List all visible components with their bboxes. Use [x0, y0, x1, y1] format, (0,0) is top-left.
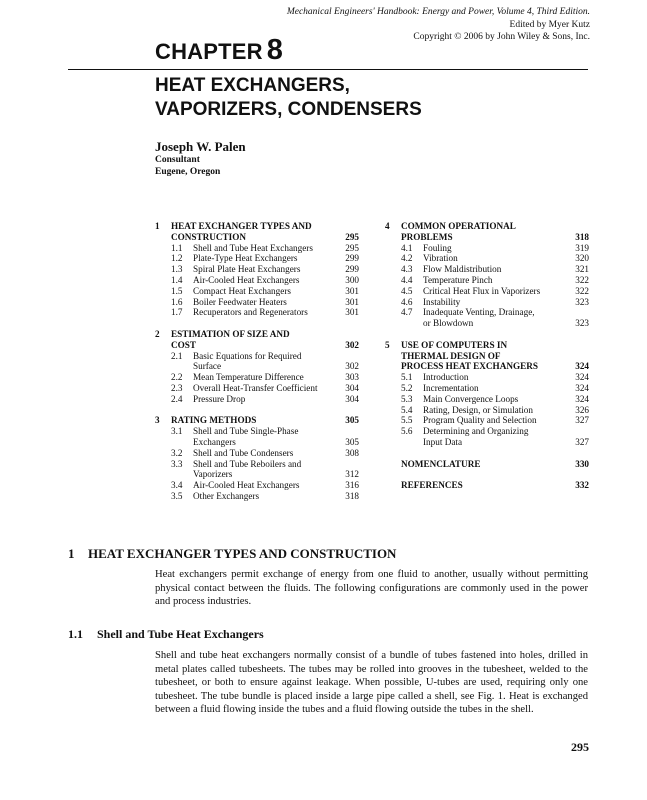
- toc-subsection-number: 3.4: [171, 480, 183, 491]
- section-1-number: 1: [68, 546, 75, 561]
- toc-subsection-number: 1.4: [171, 274, 183, 285]
- toc-subsection-entry: [155, 275, 359, 286]
- toc-subsection-number: 4.4: [401, 274, 413, 285]
- toc-subsection-number: 3.2: [171, 447, 183, 458]
- author-name: Joseph W. Palen: [155, 139, 246, 154]
- toc-subsection-entry: [385, 275, 589, 286]
- toc-subsection-title: Shell and Tube Condensers: [193, 447, 294, 458]
- toc-subsection-number: 5.3: [401, 393, 413, 404]
- toc-subsection-entry: [155, 459, 359, 481]
- toc-subsection-entry: [385, 394, 589, 405]
- toc-subsection-number: 4.2: [401, 253, 413, 264]
- toc-subsection-title: Shell and Tube Single-Phase: [193, 426, 299, 437]
- chapter-title-line-2: VAPORIZERS, CONDENSERS: [155, 99, 422, 120]
- toc-subsection-entry: [155, 307, 359, 318]
- toc-page-number: 299: [345, 253, 359, 264]
- section-1-title: HEAT EXCHANGER TYPES AND CONSTRUCTION: [88, 546, 397, 561]
- toc-subsection-title: Compact Heat Exchangers: [193, 285, 291, 296]
- toc-subsection-entry: [385, 405, 589, 416]
- toc-subsection-title: Surface: [193, 361, 222, 372]
- page-number: 295: [571, 740, 589, 754]
- toc-page-number: 321: [575, 264, 589, 275]
- toc-subsection-title: Air-Cooled Heat Exchangers: [193, 274, 300, 285]
- toc-page-number: 324: [575, 361, 589, 372]
- toc-page-number: 295: [345, 242, 359, 253]
- toc-subsection-title: Inadequate Venting, Drainage,: [423, 307, 535, 318]
- toc-section-title: NOMENCLATURE: [401, 458, 481, 469]
- toc-subsection-title: Temperature Pinch: [423, 274, 493, 285]
- toc-subsection-number: 5.4: [401, 404, 413, 415]
- toc-right-column: [385, 221, 589, 491]
- toc-subsection-title: Boiler Feedwater Heaters: [193, 296, 287, 307]
- section-1-1-heading: [68, 627, 264, 642]
- section-1-1-paragraph: Shell and tube heat exchangers normally consist of a bundle of tubes fastened into holes, drilled in metal plates called tubesheets. The tubes may be rolled into grooves in the tubesheet, welded to the tubesheet, or both to ensure against leakage. When possible, U-tubes are used, requiring only one tubesheet. The tube bundle is placed inside a large pipe called a shell, see Fig. 1. Heat is exchanged between a fluid flowing inside the tubes and a fluid flowing outside the tubes in the shell.: [155, 650, 588, 716]
- toc-subsection-title: Shell and Tube Reboilers and: [193, 458, 302, 469]
- toc-page-number: 324: [575, 372, 589, 383]
- toc-subsection-number: 2.3: [171, 382, 183, 393]
- chapter-label: [155, 34, 283, 67]
- toc-subsection-title: Rating, Design, or Simulation: [423, 404, 533, 415]
- toc-subsection-entry: [385, 264, 589, 275]
- toc-subsection-number: 1.5: [171, 285, 183, 296]
- toc-page-number: 326: [575, 404, 589, 415]
- toc-page-number: 330: [575, 458, 589, 469]
- toc-subsection-number: 4.1: [401, 242, 413, 253]
- toc-subsection-entry: [385, 243, 589, 254]
- toc-subsection-title: or Blowdown: [423, 318, 474, 329]
- toc-page-number: 301: [345, 307, 359, 318]
- toc-subsection-entry: [385, 426, 589, 448]
- toc-subsection-entry: [155, 243, 359, 254]
- toc-page-number: 304: [345, 382, 359, 393]
- editor-line: Edited by Myer Kutz: [509, 19, 590, 30]
- toc-section-title: PROCESS HEAT EXCHANGERS: [401, 361, 538, 372]
- toc-subsection-number: 2.4: [171, 393, 183, 404]
- toc-subsection-entry: [155, 426, 359, 448]
- toc-subsection-number: 2.2: [171, 372, 183, 383]
- toc-section-entry: [385, 480, 589, 491]
- running-header: [287, 6, 590, 44]
- toc-subsection-entry: [155, 480, 359, 491]
- toc-subsection-title: Pressure Drop: [193, 393, 246, 404]
- toc-page-number: 332: [575, 480, 589, 491]
- section-1-1-title: Shell and Tube Heat Exchangers: [97, 627, 264, 641]
- toc-page-number: 302: [345, 339, 359, 350]
- toc-page-number: 305: [345, 415, 359, 426]
- toc-section-title: USE OF COMPUTERS IN: [401, 339, 508, 350]
- toc-page-number: 312: [345, 469, 359, 480]
- toc-page-number: 324: [575, 393, 589, 404]
- toc-page-number: 301: [345, 285, 359, 296]
- toc-gap: [385, 469, 589, 480]
- toc-page-number: 318: [575, 231, 589, 242]
- toc-subsection-title: Vaporizers: [193, 469, 233, 480]
- toc-subsection-number: 1.1: [171, 242, 183, 253]
- chapter-number: 8: [266, 34, 284, 66]
- toc-section-title: COST: [171, 339, 197, 350]
- toc-page-number: 322: [575, 274, 589, 285]
- chapter-title-line-1: HEAT EXCHANGERS,: [155, 75, 350, 96]
- toc-subsection-title: Incrementation: [423, 382, 479, 393]
- toc-page-number: 322: [575, 285, 589, 296]
- toc-section-title: PROBLEMS: [401, 231, 453, 242]
- toc-subsection-title: Mean Temperature Difference: [193, 372, 304, 383]
- toc-subsection-entry: [385, 286, 589, 297]
- toc-page-number: 316: [345, 480, 359, 491]
- toc-page-number: 295: [345, 231, 359, 242]
- toc-subsection-entry: [385, 253, 589, 264]
- toc-gap: [155, 405, 359, 416]
- toc-page-number: 327: [575, 436, 589, 447]
- book-citation: Mechanical Engineers' Handbook: Energy and Power, Volume 4, Third Edition.: [286, 7, 590, 17]
- toc-section-number: 2: [155, 328, 160, 339]
- toc-section-entry: [385, 459, 589, 470]
- toc-page-number: 324: [575, 382, 589, 393]
- toc-subsection-entry: [155, 394, 359, 405]
- toc-subsection-entry: [385, 372, 589, 383]
- toc-page-number: 323: [575, 296, 589, 307]
- toc-subsection-entry: [385, 307, 589, 329]
- toc-section-entry: [155, 415, 359, 426]
- toc-subsection-title: Program Quality and Selection: [423, 415, 537, 426]
- author-block: [155, 139, 246, 178]
- toc-subsection-title: Input Data: [423, 436, 463, 447]
- chapter-title: [155, 74, 422, 122]
- toc-gap: [385, 329, 589, 340]
- toc-subsection-entry: [155, 286, 359, 297]
- toc-subsection-number: 1.6: [171, 296, 183, 307]
- toc-subsection-entry: [155, 383, 359, 394]
- toc-section-number: 5: [385, 339, 390, 350]
- toc-section-title: CONSTRUCTION: [171, 231, 247, 242]
- toc-subsection-number: 4.6: [401, 296, 413, 307]
- toc-section-title: THERMAL DESIGN OF: [401, 350, 501, 361]
- toc-subsection-number: 4.3: [401, 264, 413, 275]
- toc-page-number: 299: [345, 264, 359, 275]
- toc-subsection-number: 4.5: [401, 285, 413, 296]
- toc-gap: [385, 448, 589, 459]
- toc-page-number: 308: [345, 447, 359, 458]
- toc-section-title: ESTIMATION OF SIZE AND: [171, 328, 290, 339]
- toc-subsection-entry: [155, 351, 359, 373]
- toc-subsection-title: Determining and Organizing: [423, 426, 529, 437]
- toc-subsection-title: Critical Heat Flux in Vaporizers: [423, 285, 541, 296]
- author-role: Consultant: [155, 155, 200, 165]
- toc-page-number: 303: [345, 372, 359, 383]
- toc-subsection-entry: [385, 383, 589, 394]
- toc-section-entry: [385, 340, 589, 372]
- toc-page-number: 300: [345, 274, 359, 285]
- toc-subsection-entry: [155, 253, 359, 264]
- toc-page-number: 318: [345, 490, 359, 501]
- toc-subsection-title: Overall Heat-Transfer Coefficient: [193, 382, 318, 393]
- toc-subsection-title: Other Exchangers: [193, 490, 260, 501]
- toc-page-number: 327: [575, 415, 589, 426]
- section-1-paragraph: Heat exchangers permit exchange of energy from one fluid to another, usually without permitting physical contact between the fluids. The following configurations are commonly used in the power and process industries.: [155, 569, 588, 608]
- toc-page-number: 320: [575, 253, 589, 264]
- toc-section-entry: [155, 221, 359, 243]
- toc-subsection-number: 4.7: [401, 307, 413, 318]
- toc-subsection-title: Instability: [423, 296, 461, 307]
- toc-section-entry: [385, 221, 589, 243]
- toc-subsection-title: Exchangers: [193, 436, 236, 447]
- toc-subsection-entry: [385, 297, 589, 308]
- toc-subsection-number: 1.7: [171, 307, 183, 318]
- toc-subsection-title: Main Convergence Loops: [423, 393, 519, 404]
- toc-subsection-title: Vibration: [423, 253, 458, 264]
- toc-subsection-entry: [385, 415, 589, 426]
- toc-subsection-title: Basic Equations for Required: [193, 350, 302, 361]
- chapter-rule: [68, 69, 588, 70]
- toc-section-entry: [155, 329, 359, 351]
- toc-subsection-number: 5.1: [401, 372, 413, 383]
- toc-subsection-number: 3.3: [171, 458, 183, 469]
- toc-subsection-entry: [155, 448, 359, 459]
- toc-page-number: 304: [345, 393, 359, 404]
- toc-section-title: RATING METHODS: [171, 415, 257, 426]
- toc-subsection-entry: [155, 264, 359, 275]
- toc-section-number: 1: [155, 221, 160, 231]
- toc-subsection-title: Flow Maldistribution: [423, 264, 502, 275]
- toc-subsection-number: 3.5: [171, 490, 183, 501]
- toc-subsection-title: Spiral Plate Heat Exchangers: [193, 264, 301, 275]
- toc-subsection-entry: [155, 372, 359, 383]
- toc-subsection-title: Shell and Tube Heat Exchangers: [193, 242, 313, 253]
- toc-section-number: 4: [385, 221, 390, 231]
- toc-subsection-number: 1.2: [171, 253, 183, 264]
- toc-section-title: HEAT EXCHANGER TYPES AND: [171, 221, 312, 231]
- toc-page-number: 301: [345, 296, 359, 307]
- toc-section-title: REFERENCES: [401, 480, 463, 491]
- toc-section-number: 3: [155, 415, 160, 426]
- toc-subsection-number: 5.6: [401, 426, 413, 437]
- toc-page-number: 302: [345, 361, 359, 372]
- toc-subsection-title: Introduction: [423, 372, 469, 383]
- section-1-1-number: 1.1: [68, 627, 83, 641]
- toc-subsection-entry: [155, 297, 359, 308]
- toc-page-number: 319: [575, 242, 589, 253]
- toc-subsection-title: Air-Cooled Heat Exchangers: [193, 480, 300, 491]
- toc-gap: [155, 318, 359, 329]
- toc-subsection-number: 3.1: [171, 426, 183, 437]
- toc-subsection-title: Recuperators and Regenerators: [193, 307, 308, 318]
- toc-page-number: 305: [345, 436, 359, 447]
- toc-subsection-number: 5.5: [401, 415, 413, 426]
- toc-subsection-title: Fouling: [423, 242, 452, 253]
- toc-subsection-number: 5.2: [401, 382, 413, 393]
- toc-page-number: 323: [575, 318, 589, 329]
- author-location: Eugene, Oregon: [155, 166, 221, 177]
- toc-subsection-title: Plate-Type Heat Exchangers: [193, 253, 298, 264]
- copyright-line: Copyright © 2006 by John Wiley & Sons, Inc.: [413, 32, 590, 42]
- toc-section-title: COMMON OPERATIONAL: [401, 221, 516, 231]
- toc-subsection-entry: [155, 491, 359, 502]
- section-1-heading: [68, 546, 396, 562]
- toc-subsection-number: 2.1: [171, 350, 183, 361]
- toc-subsection-number: 1.3: [171, 264, 183, 275]
- chapter-word: CHAPTER: [155, 39, 263, 64]
- toc-left-column: [155, 221, 359, 502]
